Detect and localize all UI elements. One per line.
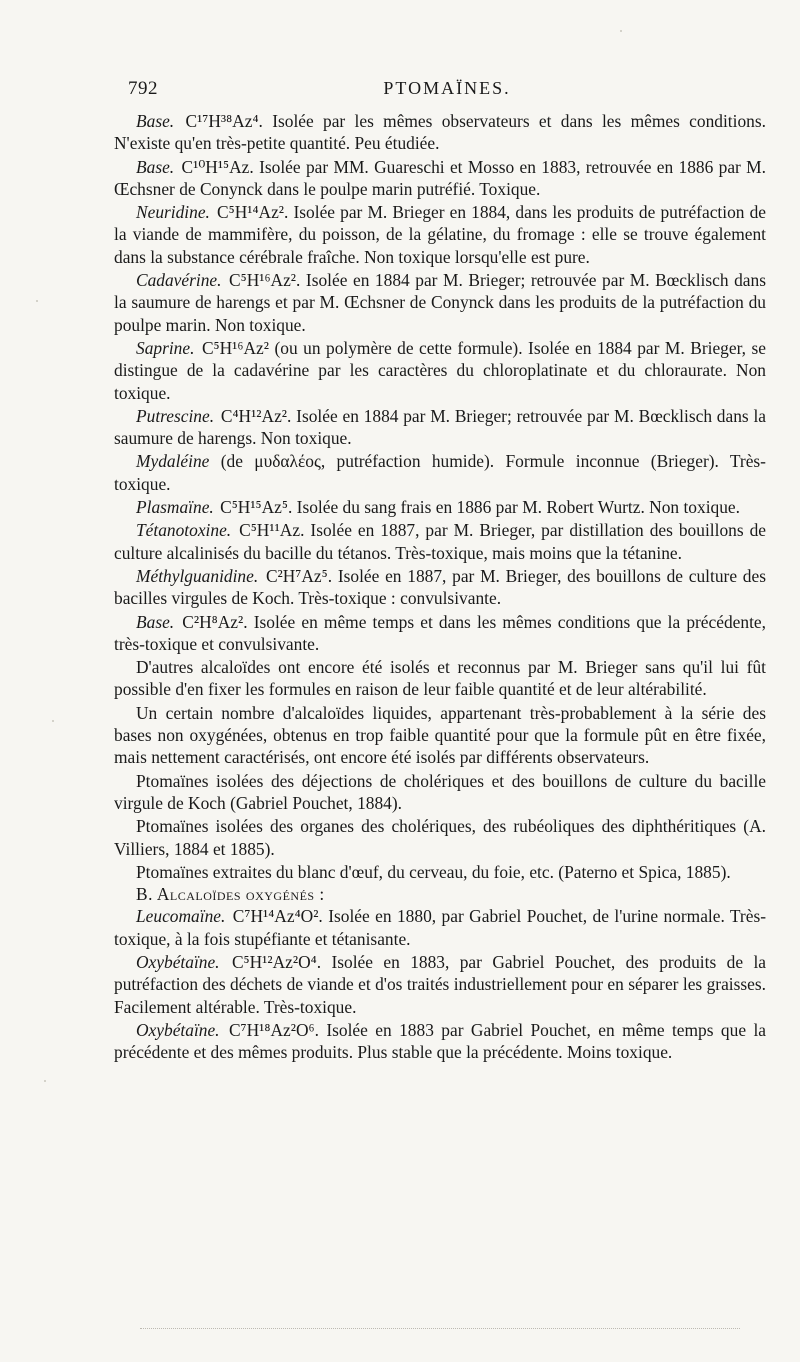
paragraph-text: Isolée par M. Brieger en 1884, dans les produits de putréfaction de la viande de mammifère, du poisson, de la gélatine, du fromage : elle se trouve également dans la substance cérébrale fraîche. Non toxique lorsqu'elle est pure.	[114, 202, 766, 267]
compound-name: Mydaléine	[136, 451, 210, 472]
chemical-formula: C²H⁷Az⁵.	[265, 565, 333, 586]
paragraph-text: Isolée en 1887, par M. Brieger, par distillation des bouillons de culture alcalinisés du bacille du tétanos. Très-toxique, mais moins que la tétanine.	[114, 520, 766, 563]
compound-name: Oxybétaïne.	[136, 1019, 220, 1040]
print-speck	[44, 1080, 46, 1082]
chemical-formula: C²H⁸Az².	[182, 611, 248, 632]
paragraph-text: (de μυδαλέος, putréfaction humide). Formule inconnue (Brieger). Très-toxique.	[114, 451, 766, 494]
paragraph	[114, 201, 766, 268]
compound-name: Putrescine.	[136, 405, 215, 426]
paragraph	[114, 905, 766, 950]
print-speck	[36, 300, 38, 302]
body-text	[114, 110, 766, 1063]
compound-name: Tétanotoxine.	[136, 520, 232, 541]
compound-name: Méthylguanidine.	[136, 565, 259, 586]
paragraph	[114, 110, 766, 155]
paragraph	[114, 565, 766, 610]
compound-name: Plasmaïne.	[136, 497, 214, 518]
paragraph-text: Isolée par les mêmes observateurs et dans les mêmes conditions. N'existe qu'en très-petite quantité. Peu étudiée.	[114, 111, 766, 154]
paragraph	[114, 450, 766, 495]
compound-name: Base.	[136, 111, 175, 131]
print-speck	[620, 30, 622, 32]
paragraphs-oxygenated-group	[114, 905, 766, 1063]
compound-name: Base.	[136, 611, 175, 632]
chemical-formula: C⁵H¹⁶Az²	[201, 337, 269, 358]
compound-name: Cadavérine.	[136, 270, 222, 291]
chemical-formula: C⁵H¹¹Az.	[239, 520, 305, 541]
paragraph	[114, 1019, 766, 1064]
paragraph-text: Isolée par MM. Guareschi et Mosso en 1883, retrouvée en 1886 par M. Œchsner de Conynck dans le poulpe marin putréfié. Toxique.	[114, 156, 766, 199]
chemical-formula: C⁵H¹⁵Az⁵.	[220, 497, 293, 518]
paragraph-text: (ou un polymère de cette formule). Isolée en 1884 par M. Brieger, se distingue de la cadavérine par les caractères du chloroplatinate et du chloraurate. Non toxique.	[114, 337, 766, 403]
print-speck	[52, 720, 54, 722]
chemical-formula: C⁷H¹⁴Az⁴O².	[232, 906, 323, 927]
page-number: 792	[128, 78, 158, 99]
paragraph-text: Isolée en 1880, par Gabriel Pouchet, de l'urine normale. Très-toxique, à la fois stupéfiante et tétanisante.	[114, 906, 767, 949]
chemical-formula: C¹⁰H¹⁵Az.	[181, 156, 254, 177]
compound-name: Saprine.	[136, 337, 195, 358]
paragraph-text: Isolée en 1884 par M. Brieger; retrouvée par M. Bœcklisch dans la saumure de harengs et par M. Œchsner de Conynck dans les produits de la putréfaction du poulpe marin. Non toxique.	[114, 270, 766, 335]
chemical-formula: C⁵H¹²Az²O⁴.	[231, 951, 322, 972]
chemical-formula: C⁷H¹⁸Az²O⁶.	[228, 1019, 319, 1040]
paragraphs-group	[114, 110, 766, 883]
paragraph	[114, 269, 766, 336]
paragraph	[114, 405, 766, 450]
compound-name: Oxybétaïne.	[136, 951, 220, 972]
paragraph-text: Isolée en 1887, par M. Brieger, des bouillons de culture des bacilles virgules de Koch. Très-toxique : convulsivante.	[114, 565, 766, 609]
paragraph-text: Isolée en même temps et dans les mêmes conditions que la précédente, très-toxique et convulsivante.	[114, 611, 766, 654]
paragraph	[114, 815, 766, 860]
paragraph-text: Ptomaïnes extraites du blanc d'œuf, du cerveau, du foie, etc. (Paterno et Spica, 1885).	[136, 861, 731, 882]
paragraph	[114, 519, 766, 564]
paragraph	[114, 337, 766, 404]
chemical-formula: C⁴H¹²Az².	[220, 405, 292, 426]
paragraph-text: Ptomaïnes isolées des organes des cholériques, des rubéoliques des diphthéritiques (A. Villiers, 1884 et 1885).	[114, 816, 766, 859]
section-heading-text: B. Alcaloïdes oxygénés :	[136, 884, 325, 905]
compound-name: Leucomaïne.	[136, 906, 226, 927]
paragraph-text: Isolée du sang frais en 1886 par M. Robert Wurtz. Non toxique.	[296, 497, 740, 518]
paragraph	[114, 951, 766, 1018]
paragraph	[114, 770, 766, 815]
paragraph-text: D'autres alcaloïdes ont encore été isolés et reconnus par M. Brieger sans qu'il lui fût possible d'en fixer les formules en raison de leur faible quantité et de leur altérabilité.	[114, 657, 766, 700]
chemical-formula: C¹⁷H³⁸Az⁴.	[185, 111, 263, 131]
chemical-formula: C⁵H¹⁴Az².	[217, 202, 289, 223]
paragraph	[114, 702, 766, 769]
paragraph	[114, 861, 766, 883]
paragraph-text: Isolée en 1883, par Gabriel Pouchet, des produits de la putréfaction des déchets de viande et d'os traités industriellement pour en séparer les graisses. Facilement altérable. Très-toxique.	[114, 951, 766, 1017]
paragraph	[114, 656, 766, 701]
compound-name: Neuridine.	[136, 202, 210, 223]
compound-name: Base.	[136, 156, 175, 177]
paragraph-text: Isolée en 1883 par Gabriel Pouchet, en même temps que la précédente et des mêmes produits. Plus stable que la précédente. Moins toxique.	[114, 1019, 766, 1063]
paragraph	[114, 156, 766, 201]
page-header	[128, 78, 766, 108]
paragraph	[114, 496, 766, 518]
paragraph-text: Ptomaïnes isolées des déjections de cholériques et des bouillons de culture du bacille virgule de Koch (Gabriel Pouchet, 1884).	[114, 770, 766, 813]
footer-rule	[140, 1328, 740, 1329]
paragraph	[114, 611, 766, 656]
section-heading	[114, 883, 766, 905]
paragraph-text: Un certain nombre d'alcaloïdes liquides, appartenant très-probablement à la série des bases non oxygénées, obtenus en trop faible quantité pour que la formule pût en être fixée, mais nettement caractérisés, ont encore été isolés par différents observateurs.	[114, 702, 766, 768]
paragraph-text: Isolée en 1884 par M. Brieger; retrouvée par M. Bœcklisch dans la saumure de harengs. Non toxique.	[114, 405, 766, 449]
running-title: PTOMAÏNES.	[383, 78, 511, 98]
chemical-formula: C⁵H¹⁶Az².	[229, 270, 301, 291]
